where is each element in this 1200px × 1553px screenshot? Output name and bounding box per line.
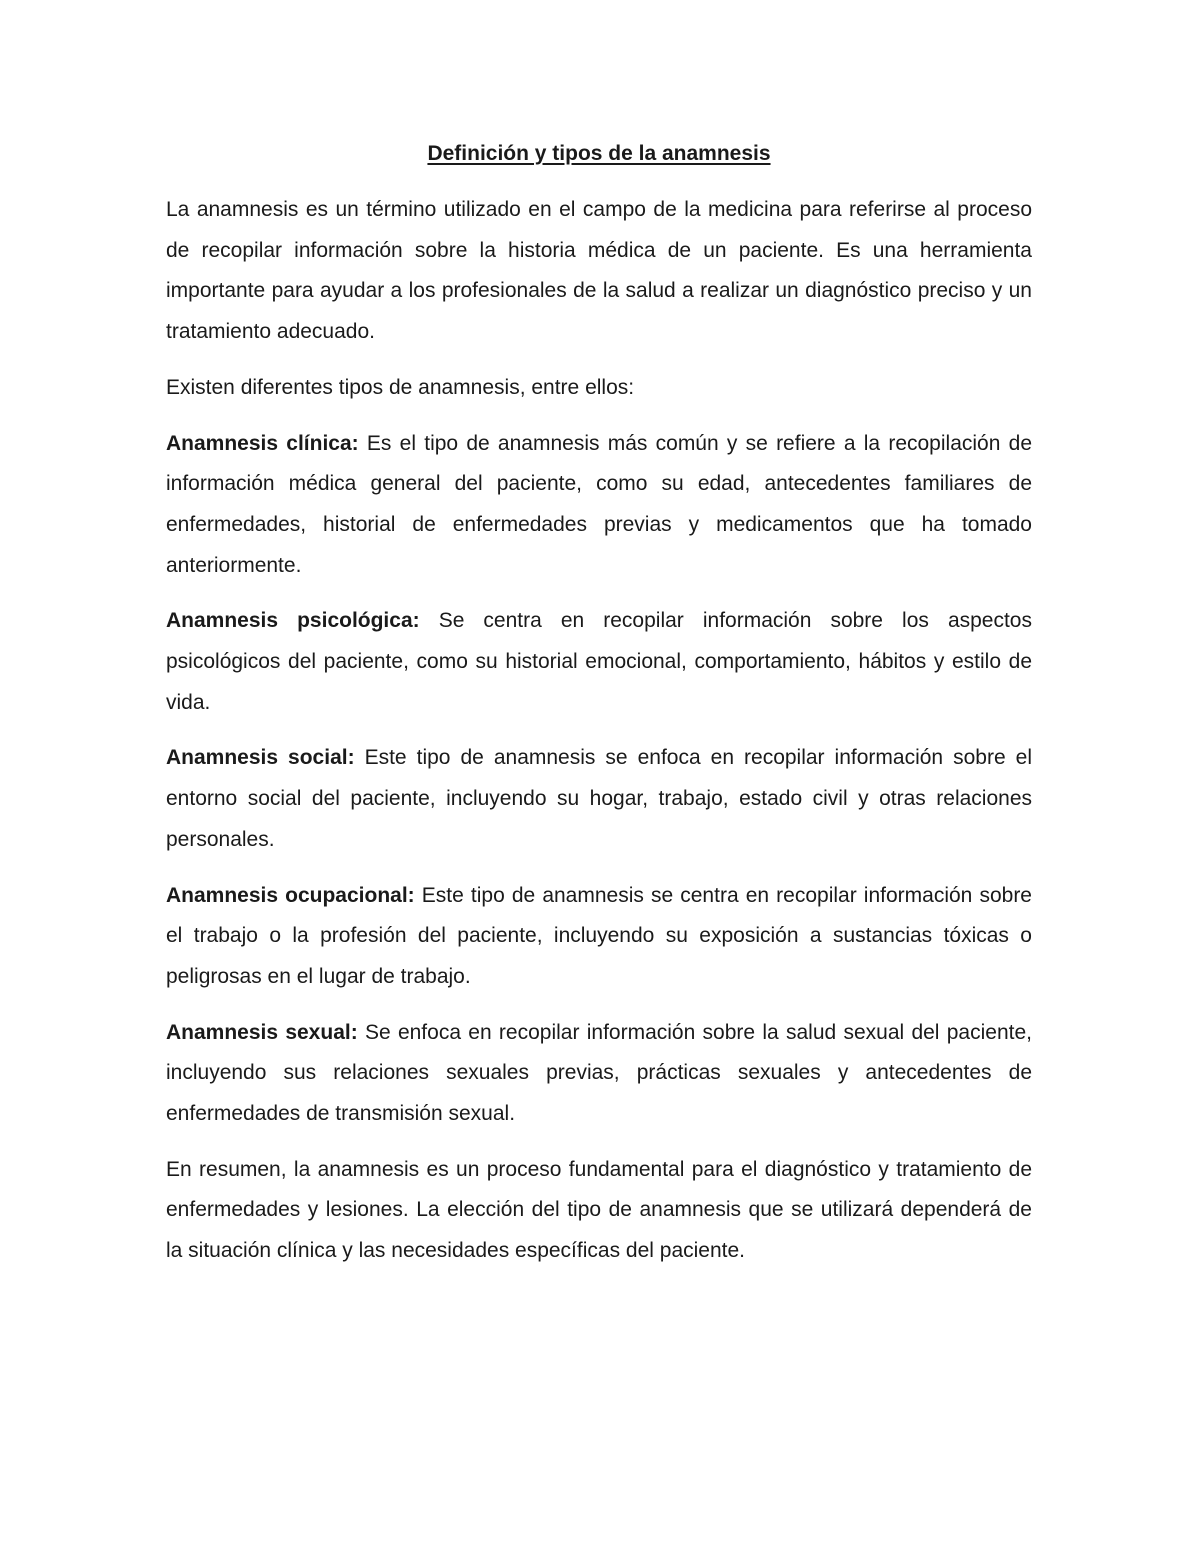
type-description: Es el tipo de anamnesis más común y se refiere a la recopilación de información médica general del paciente, como su edad, antecedentes familiares de enfermedades, historial de enfermedades previas y medicamentos que ha tomado anteriormente. [166,431,1032,577]
type-term: Anamnesis clínica: [166,431,359,455]
summary-paragraph: En resumen, la anamnesis es un proceso fundamental para el diagnóstico y tratamiento de enfermedades y lesiones. La elección del tipo de anamnesis que se utilizará dependerá de la situación clínica y las necesidades específicas del paciente. [166,1157,1032,1263]
type-description: Este tipo de anamnesis se centra en recopilar información sobre el trabajo o la profesión del paciente, incluyendo su exposición a sustancias tóxicas o peligrosas en el lugar de trabajo. [166,883,1032,988]
type-description: Se centra en recopilar información sobre los aspectos psicológicos del paciente, como su historial emocional, comportamiento, hábitos y estilo de vida. [166,609,1032,714]
type-description: Este tipo de anamnesis se enfoca en recopilar información sobre el entorno social del paciente, incluyendo su hogar, trabajo, estado civil y otras relaciones personales. [166,746,1032,851]
type-term: Anamnesis psicológica: [166,609,420,633]
type-paragraph-psicologica [166,601,1032,723]
intro-paragraph: La anamnesis es un término utilizado en el campo de la medicina para referirse al proceso de recopilar información sobre la historia médica de un paciente. Es una herramienta importante para ayudar a los profesionales de la salud a realizar un diagnóstico preciso y un tratamiento adecuado. [166,198,1032,344]
type-description: Se enfoca en recopilar información sobre la salud sexual del paciente, incluyendo sus relaciones sexuales previas, prácticas sexuales y antecedentes de enfermedades de transmisión sexual. [166,1020,1032,1126]
document-title: Definición y tipos de la anamnesis [427,142,771,165]
types-intro-paragraph: Existen diferentes tipos de anamnesis, entre ellos: [166,375,635,399]
type-term: Anamnesis social: [166,746,355,770]
type-paragraph-social [166,738,1032,860]
type-paragraph-clinica [166,424,1032,587]
document-body [166,136,1032,1287]
type-paragraph-ocupacional [166,876,1032,998]
type-term: Anamnesis sexual: [166,1020,358,1044]
type-term: Anamnesis ocupacional: [166,883,415,907]
type-paragraph-sexual [166,1013,1032,1135]
